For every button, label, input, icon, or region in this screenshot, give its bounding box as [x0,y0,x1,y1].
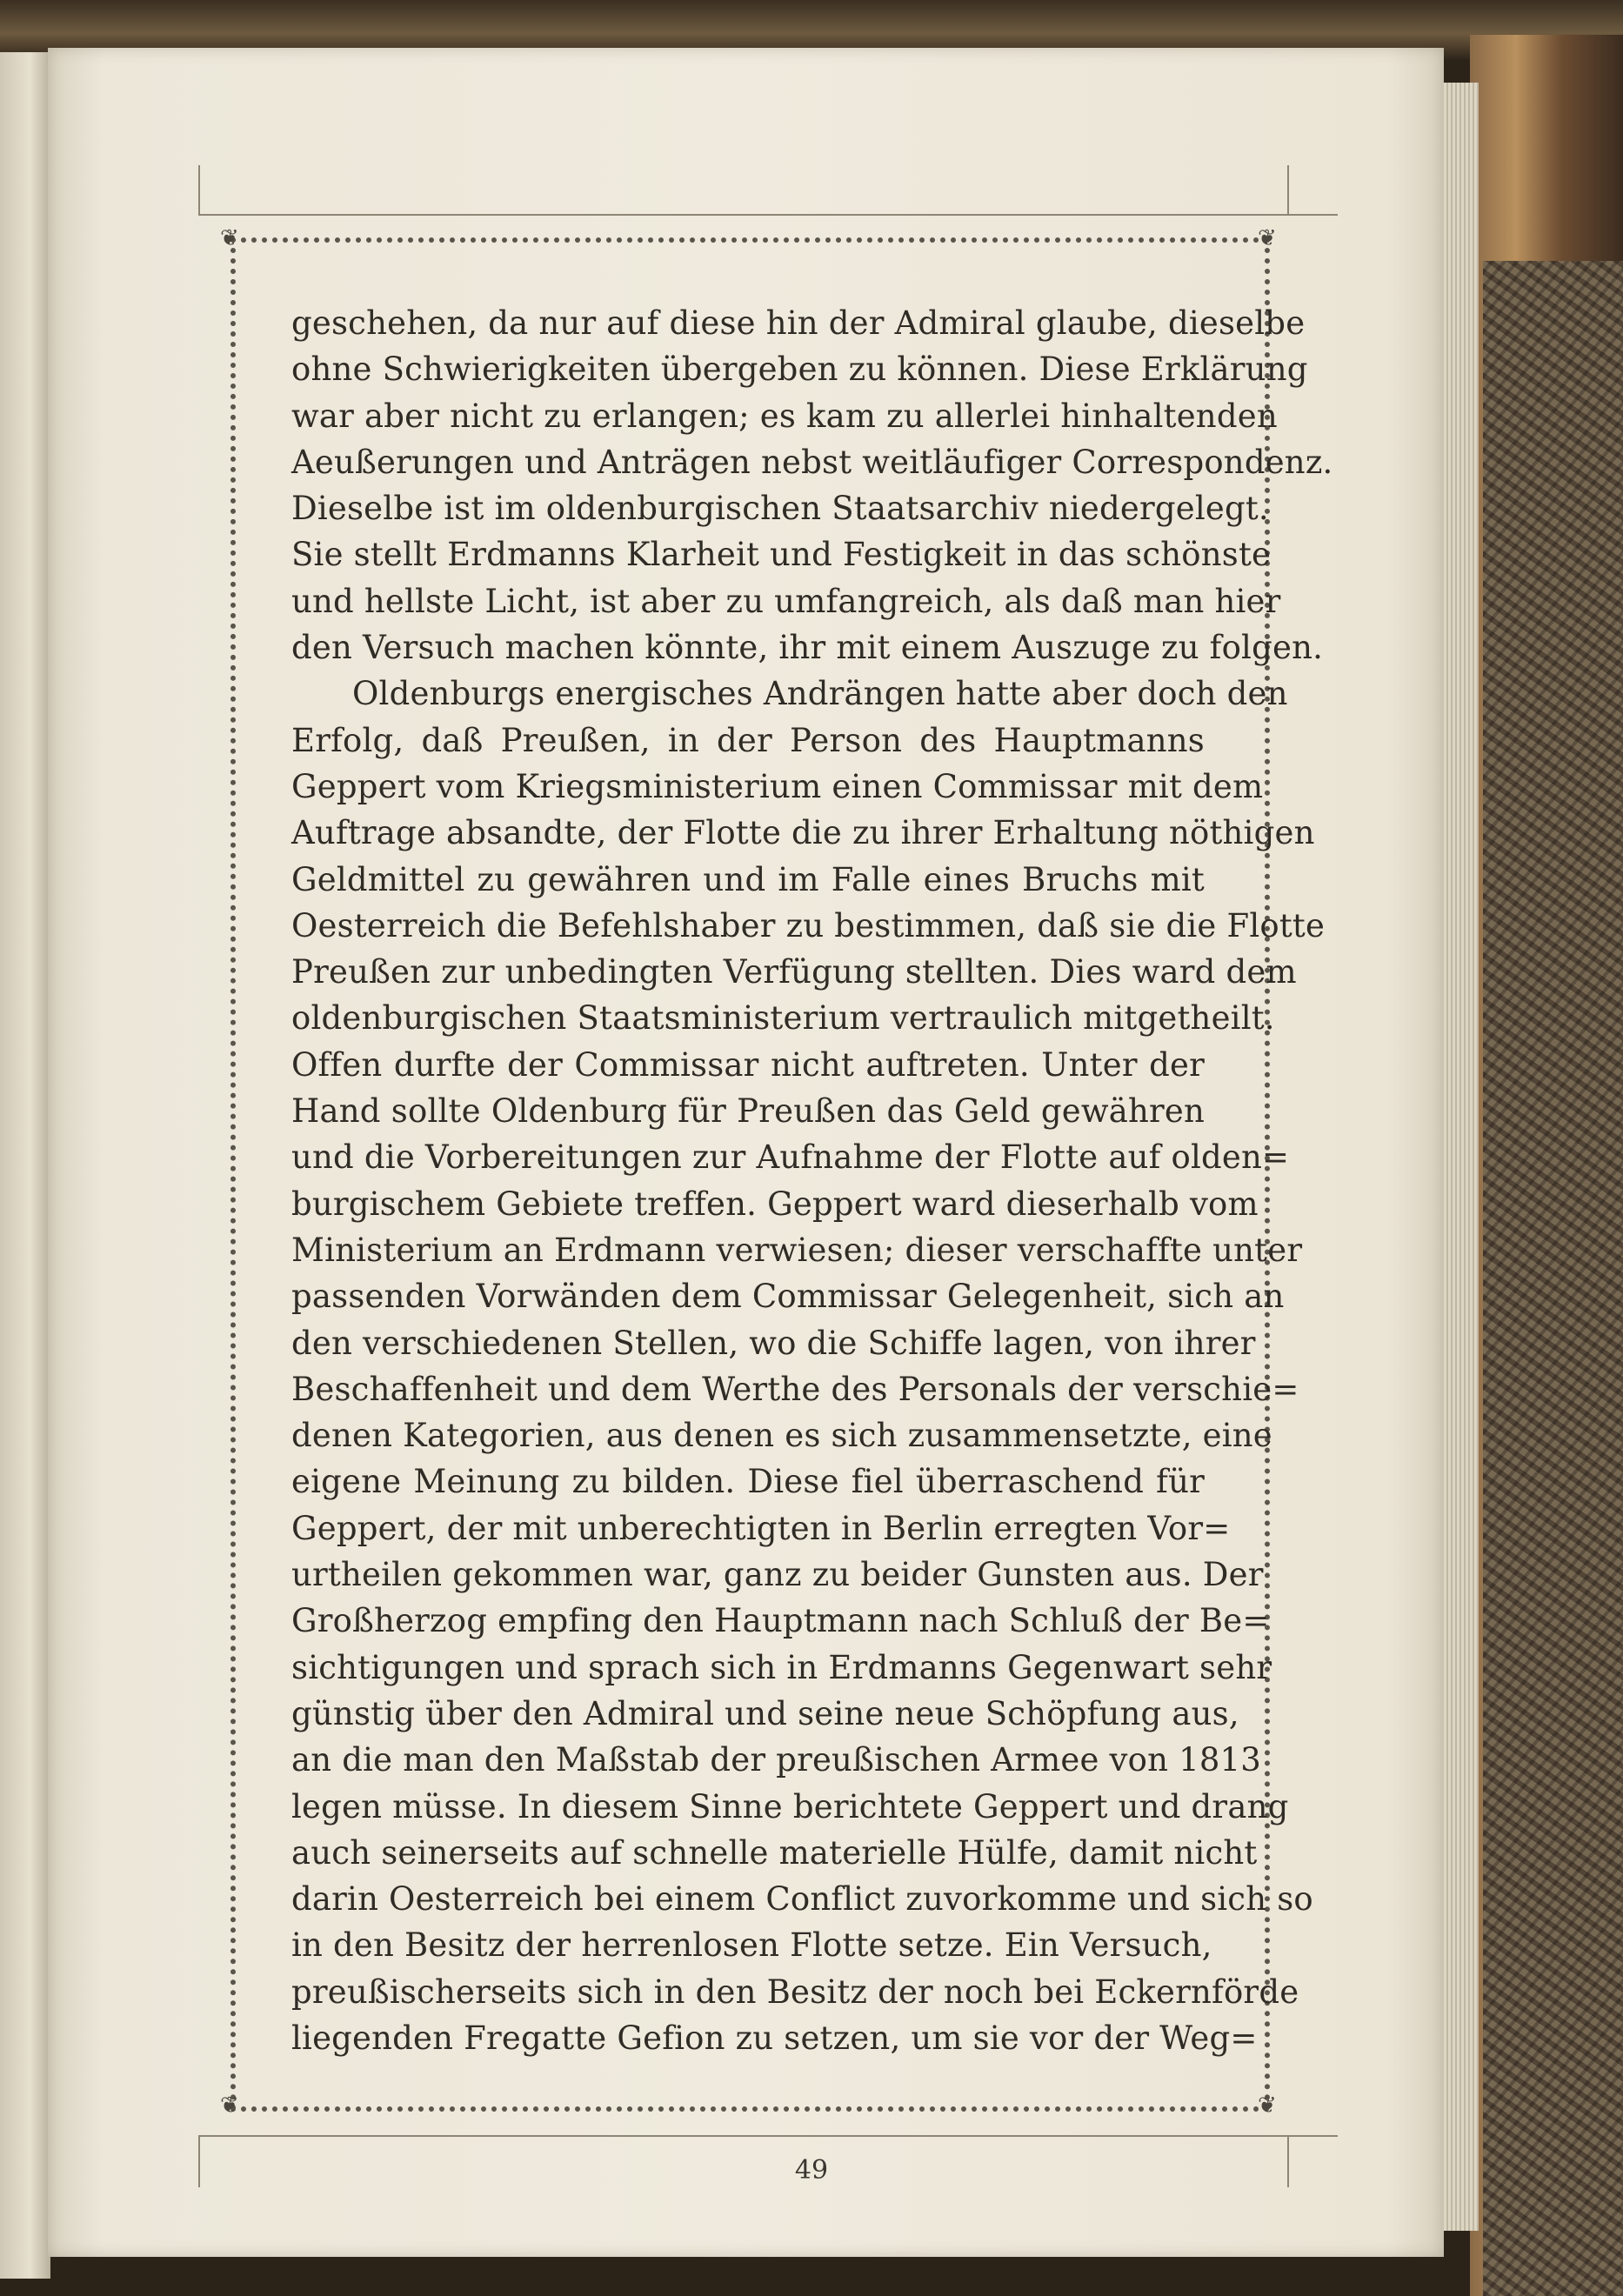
text-line: Geppert vom Kriegsministerium einen Commissar mit dem [291,767,1264,805]
corner-ornament-icon: ❦ [1258,2092,1277,2119]
text-line: Dieselbe ist im oldenburgischen Staatsarchiv niedergelegt. [291,490,1269,528]
text-line: ohne Schwierigkeiten übergeben zu können. Diese Erklärung [291,350,1308,389]
text-line: darin Oesterreich bei einem Conflict zuvorkomme und sich so [291,1880,1313,1919]
corner-ornament-icon: ❦ [220,2092,239,2119]
text-line: Geppert, der mit unberechtigten in Berlin erregten Vor= [291,1509,1231,1547]
bottom-rule [198,2135,1338,2137]
text-line: passenden Vorwänden dem Commissar Gelegenheit, sich an [291,1278,1285,1316]
text-line: urtheilen gekommen war, ganz zu beider Gunsten aus. Der [291,1556,1264,1594]
text-line: und hellste Licht, ist aber zu umfangreich, als daß man hier [291,582,1281,620]
text-line: Oesterreich die Befehlshaber zu bestimmen, daß sie die Flotte [291,906,1326,944]
text-line: sichtigungen und sprach sich in Erdmanns Gegenwart sehr [291,1648,1272,1686]
text-line: eigene Meinung zu bilden. Diese fiel überraschend für [291,1463,1205,1501]
text-line: Oldenburgs energisches Andrängen hatte aber doch den [352,675,1288,713]
corner-ornament-icon: ❦ [220,225,239,251]
text-line: Hand sollte Oldenburg für Preußen das Geld gewähren [291,1092,1205,1131]
text-line: an die man den Maßstab der preußischen Armee von 1813 [291,1741,1262,1779]
page-number: 49 [794,2155,829,2186]
text-line: Erfolg, daß Preußen, in der Person des Hauptmanns [291,721,1205,759]
text-line: auch seinerseits auf schnelle materielle Hülfe, damit nicht [291,1833,1258,1872]
text-line: legen müsse. In diesem Sinne berichtete Geppert und drang [291,1787,1289,1825]
text-line: Beschaffenheit und dem Werthe des Personals der verschie= [291,1370,1299,1408]
text-line: günstig über den Admiral und seine neue Schöpfung aus, [291,1694,1239,1732]
text-line: Offen durfte der Commissar nicht auftreten. Unter der [291,1045,1205,1084]
text-line: Geldmittel zu gewähren und im Falle eines Bruchs mit [291,860,1205,898]
text-line: denen Kategorien, aus denen es sich zusammensetzte, eine [291,1417,1272,1455]
text-line: Preußen zur unbedingten Verfügung stellten. Dies ward dem [291,953,1297,991]
corner-ornament-icon: ❦ [1258,225,1277,251]
top-rule [198,214,1338,216]
text-line: Auftrage absandte, der Flotte die zu ihrer Erhaltung nöthigen [291,814,1315,852]
text-line: in den Besitz der herrenlosen Flotte setze. Ein Versuch, [291,1926,1212,1965]
text-line: geschehen, da nur auf diese hin der Admiral glaube, dieselbe [291,304,1306,342]
marbled-board [1483,261,1623,2296]
text-line: Großherzog empfing den Hauptmann nach Schluß der Be= [291,1602,1270,1640]
body-text [291,300,1333,2057]
text-line: Aeußerungen und Anträgen nebst weitläufiger Correspondenz. [291,443,1333,481]
text-line: liegenden Fregatte Gefion zu setzen, um sie vor der Weg= [291,2019,1258,2057]
text-line: burgischem Gebiete treffen. Geppert ward dieserhalb vom [291,1185,1259,1223]
text-line: den Versuch machen könnte, ihr mit einem Auszuge zu folgen. [291,629,1324,667]
text-line: war aber nicht zu erlangen; es kam zu allerlei hinhaltenden [291,397,1278,435]
text-line: Sie stellt Erdmanns Klarheit und Festigkeit in das schönste [291,536,1272,574]
text-line: preußischerseits sich in den Besitz der noch bei Eckernförde [291,1972,1299,2011]
facing-page-edge [0,52,50,2279]
text-line: und die Vorbereitungen zur Aufnahme der Flotte auf olden= [291,1138,1290,1177]
text-line: Ministerium an Erdmann verwiesen; dieser verschaffte unter [291,1231,1303,1269]
top-left-tick [198,165,200,216]
text-line: den verschiedenen Stellen, wo die Schiffe lagen, von ihrer [291,1324,1256,1362]
text-line: oldenburgischen Staatsministerium vertraulich mitgetheilt. [291,999,1275,1038]
top-right-tick [1287,165,1289,216]
